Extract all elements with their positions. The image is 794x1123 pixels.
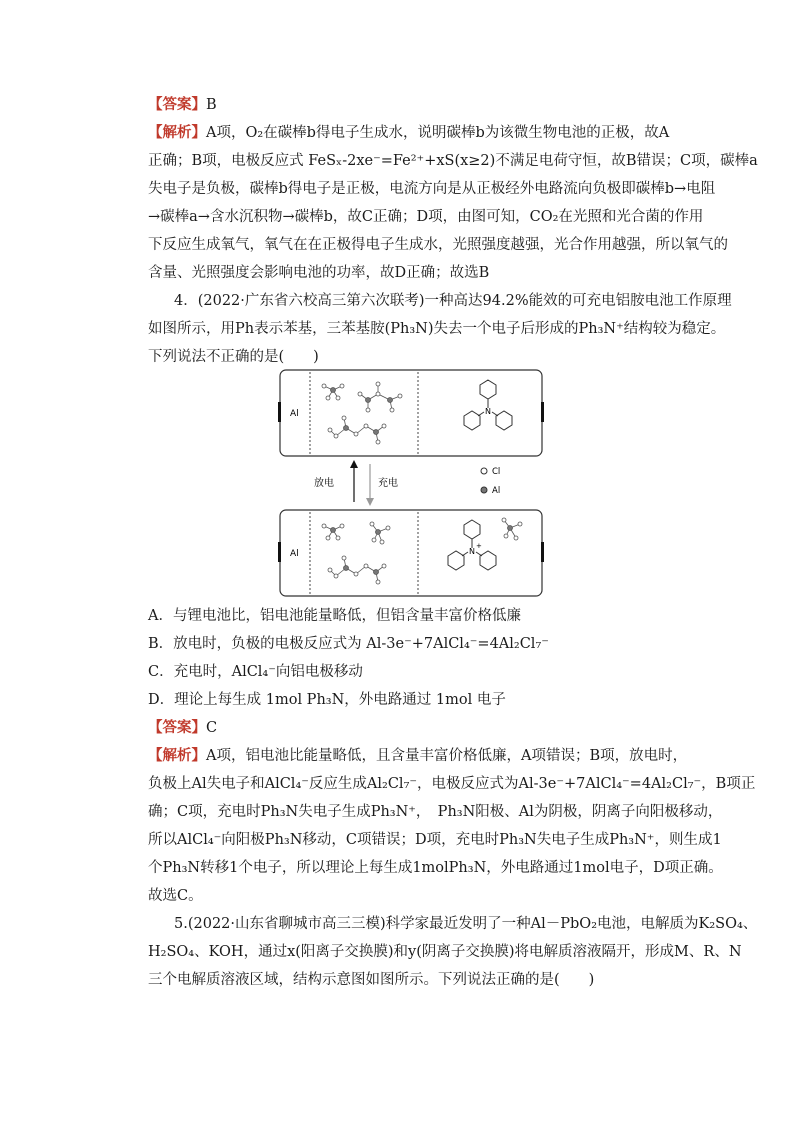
q4-analysis-line-1 <box>148 746 687 766</box>
svg-text:N: N <box>469 547 475 556</box>
legend-al: Al <box>492 486 501 496</box>
battery-bottom <box>278 510 544 596</box>
q3-analysis-text: A项，O₂在碳棒b得电子生成水，说明碳棒b为该微生物电池的正极，故A <box>206 125 670 141</box>
q4-analysis-text: A项，铝电池比能量略低，且含量丰富价格低廉，A项错误；B项，放电时， <box>206 748 688 764</box>
q3-analysis-line-2: 正确；B项，电极反应式 FeSₓ-2xe⁻=Fe²⁺+xS(x≥2)不满足电荷守恒，故B错误；C项，碳棒a <box>148 153 758 169</box>
q5-stem-line-2: H₂SO₄、KOH，通过x(阳离子交换膜)和y(阴离子交换膜)将电解质溶液隔开，形成M、R、N <box>148 944 742 960</box>
q3-analysis-line-4: →碳棒a→含水沉积物→碳棒b，故C正确；D项，由图可知，CO₂在光照和光合菌的作用 <box>148 209 704 225</box>
q3-analysis-line-5: 下反应生成氧气，氧气在在正极得电子生成水，光照强度越强，光合作用越强，所以氧气的 <box>148 237 728 253</box>
q4-analysis-line-4: 所以AlCl₄⁻向阳极Ph₃N移动，C项错误；D项，充电时Ph₃N失电子生成Ph₃N⁺，则生成1 <box>148 832 722 848</box>
q3-analysis-line-3: 失电子是负极，碳棒b得电子是正极，电流方向是从正极经外电路流向负极即碳棒b→电阻 <box>148 181 716 197</box>
battery-top <box>278 370 544 456</box>
q4-option-d: D．理论上每生成 1mol Ph₃N，外电路通过 1mol 电子 <box>148 692 506 708</box>
q3-answer-line <box>148 95 217 115</box>
q4-analysis-line-3: 确；C项，充电时Ph₃N失电子生成Ph₃N⁺， Ph₃N阳极、Al为阴极，阴离子向阳极移动， <box>148 804 723 820</box>
q4-answer: C <box>206 720 218 736</box>
q5-stem-line-3: 三个电解质溶液区域，结构示意图如图所示。下列说法正确的是( ) <box>148 972 595 988</box>
q4-stem-line-2: 如图所示，用Ph表示苯基，三苯基胺(Ph₃N)失去一个电子后形成的Ph₃N⁺结构较为稳定。 <box>148 321 726 337</box>
q4-stem-line-3: 下列说法不正确的是( ) <box>148 349 319 365</box>
legend <box>481 468 487 493</box>
discharge-label: 放电 <box>314 478 334 489</box>
q3-answer: B <box>206 97 217 113</box>
q5-stem-line-1: 5.(2022·山东省聊城市高三三模)科学家最近发明了一种Al－PbO₂电池，电解质为K₂SO₄、 <box>174 916 758 932</box>
q4-stem-line-1: 4．(2022·广东省六校高三第六次联考)一种高达94.2%能效的可充电铝胺电池工作原理 <box>174 293 732 309</box>
charge-label: 充电 <box>378 478 398 489</box>
charge-arrow <box>366 464 374 506</box>
q3-analysis-line-1 <box>148 123 669 143</box>
q4-analysis-line-6: 故选C。 <box>148 888 203 904</box>
battery-diagram <box>278 368 544 598</box>
legend-cl: Cl <box>492 467 501 477</box>
q3-analysis-line-6: 含量、光照强度会影响电池的功率，故D正确；故选B <box>148 265 490 281</box>
analysis-tag: 【解析】 <box>148 124 206 141</box>
q4-analysis-line-2: 负极上Al失电子和AlCl₄⁻反应生成Al₂Cl₇⁻，电极反应式为Al-3e⁻+7AlCl₄⁻=4Al₂Cl₇⁻，B项正 <box>148 776 756 792</box>
al-electrode-label-bottom: Al <box>290 549 299 559</box>
q4-analysis-line-5: 个Ph₃N转移1个电子，所以理论上每生成1molPh₃N，外电路通过1mol电子，D项正确。 <box>148 860 723 876</box>
q4-option-c: C．充电时，AlCl₄⁻向铝电极移动 <box>148 664 363 680</box>
svg-text:+: + <box>476 542 482 550</box>
q4-option-b: B．放电时，负极的电极反应式为 Al-3e⁻+7AlCl₄⁻=4Al₂Cl₇⁻ <box>148 636 549 652</box>
q4-answer-line <box>148 718 217 738</box>
discharge-arrow <box>350 460 358 502</box>
analysis-tag: 【解析】 <box>148 747 206 764</box>
q4-option-a: A．与锂电池比，铝电池能量略低，但铝含量丰富价格低廉 <box>148 608 521 624</box>
answer-tag: 【答案】 <box>148 719 206 736</box>
svg-text:N: N <box>485 407 491 416</box>
al-electrode-label-top: Al <box>290 409 299 419</box>
answer-tag: 【答案】 <box>148 96 206 113</box>
